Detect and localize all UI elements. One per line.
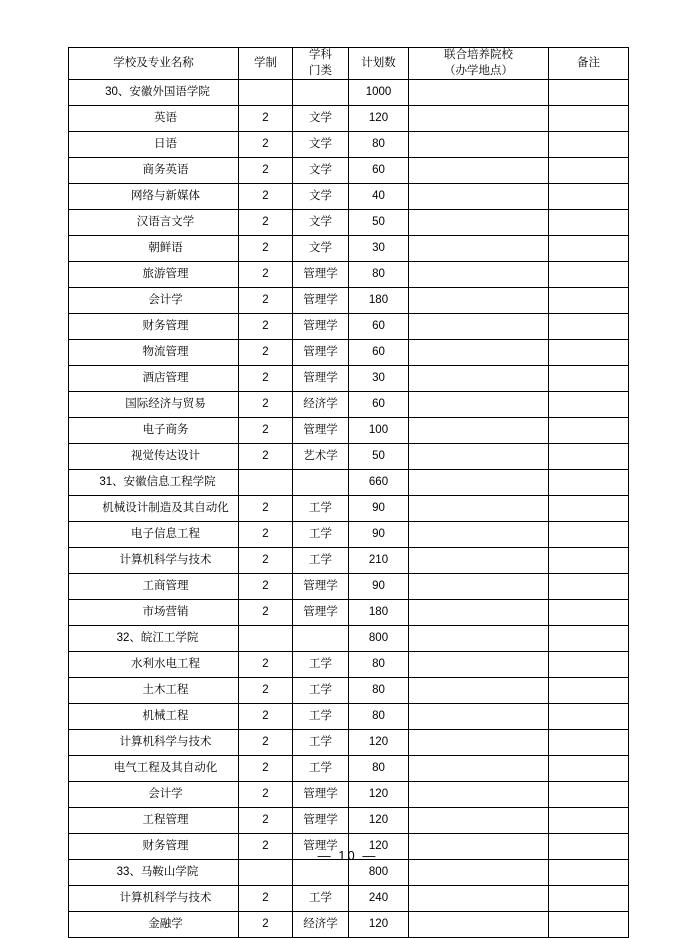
joint-school-cell xyxy=(409,262,549,288)
joint-school-cell xyxy=(409,782,549,808)
header-joint-school xyxy=(409,48,549,80)
major-name-cell: 金融学 xyxy=(69,912,239,938)
category-cell: 文学 xyxy=(293,132,349,158)
major-name-cell: 电子信息工程 xyxy=(69,522,239,548)
header-category-line1: 学科 xyxy=(309,49,332,61)
note-cell xyxy=(549,522,629,548)
major-name-cell: 视觉传达设计 xyxy=(69,444,239,470)
category-cell: 管理学 xyxy=(293,262,349,288)
page-number: — 10 — xyxy=(317,848,378,863)
table-row xyxy=(69,756,629,782)
major-name-cell: 英语 xyxy=(69,106,239,132)
plan-count-cell: 80 xyxy=(349,678,409,704)
enrollment-table-container xyxy=(68,47,628,938)
category-cell: 工学 xyxy=(293,522,349,548)
system-cell: 2 xyxy=(239,392,293,418)
major-name-cell: 财务管理 xyxy=(69,314,239,340)
joint-school-cell xyxy=(409,548,549,574)
table-header-row xyxy=(69,48,629,80)
joint-school-cell xyxy=(409,808,549,834)
header-joint-line1: 联合培养院校 xyxy=(444,49,513,61)
plan-count-cell: 90 xyxy=(349,496,409,522)
major-name-cell: 机械工程 xyxy=(69,704,239,730)
category-cell xyxy=(293,80,349,106)
joint-school-cell xyxy=(409,470,549,496)
note-cell xyxy=(549,548,629,574)
system-cell xyxy=(239,80,293,106)
plan-count-cell: 90 xyxy=(349,522,409,548)
system-cell: 2 xyxy=(239,834,293,860)
note-cell xyxy=(549,210,629,236)
plan-count-cell: 800 xyxy=(349,860,409,886)
school-name-cell: 30、安徽外国语学院 xyxy=(69,80,239,106)
joint-school-cell xyxy=(409,522,549,548)
system-cell: 2 xyxy=(239,522,293,548)
plan-count-cell: 30 xyxy=(349,236,409,262)
joint-school-cell xyxy=(409,132,549,158)
category-cell: 工学 xyxy=(293,678,349,704)
header-category-line2: 门类 xyxy=(309,64,332,77)
note-cell xyxy=(549,132,629,158)
major-name-cell: 水利水电工程 xyxy=(69,652,239,678)
table-row xyxy=(69,418,629,444)
major-name-cell: 电子商务 xyxy=(69,418,239,444)
category-cell xyxy=(293,470,349,496)
system-cell: 2 xyxy=(239,288,293,314)
category-cell: 文学 xyxy=(293,210,349,236)
plan-count-cell: 50 xyxy=(349,210,409,236)
note-cell xyxy=(549,80,629,106)
joint-school-cell xyxy=(409,704,549,730)
major-name-cell: 朝鲜语 xyxy=(69,236,239,262)
category-cell: 管理学 xyxy=(293,782,349,808)
plan-count-cell: 60 xyxy=(349,158,409,184)
system-cell: 2 xyxy=(239,418,293,444)
system-cell: 2 xyxy=(239,574,293,600)
category-cell: 工学 xyxy=(293,496,349,522)
table-row xyxy=(69,574,629,600)
major-name-cell: 机械设计制造及其自动化 xyxy=(69,496,239,522)
system-cell: 2 xyxy=(239,314,293,340)
category-cell: 管理学 xyxy=(293,288,349,314)
major-name-cell: 网络与新媒体 xyxy=(69,184,239,210)
category-cell: 文学 xyxy=(293,236,349,262)
plan-count-cell: 240 xyxy=(349,886,409,912)
system-cell: 2 xyxy=(239,132,293,158)
category-cell: 管理学 xyxy=(293,600,349,626)
major-name-cell: 工商管理 xyxy=(69,574,239,600)
plan-count-cell: 80 xyxy=(349,132,409,158)
note-cell xyxy=(549,678,629,704)
plan-count-cell: 30 xyxy=(349,366,409,392)
major-name-cell: 旅游管理 xyxy=(69,262,239,288)
major-name-cell: 计算机科学与技术 xyxy=(69,886,239,912)
table-body xyxy=(69,80,629,938)
major-name-cell: 财务管理 xyxy=(69,834,239,860)
note-cell xyxy=(549,600,629,626)
plan-count-cell: 80 xyxy=(349,652,409,678)
note-cell xyxy=(549,496,629,522)
system-cell: 2 xyxy=(239,678,293,704)
system-cell xyxy=(239,860,293,886)
joint-school-cell xyxy=(409,626,549,652)
system-cell: 2 xyxy=(239,782,293,808)
note-cell xyxy=(549,366,629,392)
system-cell: 2 xyxy=(239,158,293,184)
joint-school-cell xyxy=(409,392,549,418)
joint-school-cell xyxy=(409,236,549,262)
category-cell: 工学 xyxy=(293,756,349,782)
table-row xyxy=(69,340,629,366)
plan-count-cell: 800 xyxy=(349,626,409,652)
table-row xyxy=(69,314,629,340)
header-system: 学制 xyxy=(239,48,293,80)
major-name-cell: 土木工程 xyxy=(69,678,239,704)
note-cell xyxy=(549,184,629,210)
category-cell: 文学 xyxy=(293,184,349,210)
major-name-cell: 电气工程及其自动化 xyxy=(69,756,239,782)
plan-count-cell: 80 xyxy=(349,756,409,782)
system-cell: 2 xyxy=(239,444,293,470)
joint-school-cell xyxy=(409,340,549,366)
major-name-cell: 酒店管理 xyxy=(69,366,239,392)
category-cell: 管理学 xyxy=(293,834,349,860)
category-cell: 经济学 xyxy=(293,392,349,418)
table-row xyxy=(69,288,629,314)
system-cell: 2 xyxy=(239,548,293,574)
category-cell xyxy=(293,860,349,886)
system-cell: 2 xyxy=(239,704,293,730)
joint-school-cell xyxy=(409,678,549,704)
category-cell: 管理学 xyxy=(293,366,349,392)
system-cell: 2 xyxy=(239,756,293,782)
joint-school-cell xyxy=(409,860,549,886)
major-name-cell: 商务英语 xyxy=(69,158,239,184)
table-row xyxy=(69,860,629,886)
plan-count-cell: 120 xyxy=(349,730,409,756)
table-row xyxy=(69,80,629,106)
header-category xyxy=(293,48,349,80)
note-cell xyxy=(549,860,629,886)
note-cell xyxy=(549,756,629,782)
note-cell xyxy=(549,652,629,678)
table-row xyxy=(69,262,629,288)
joint-school-cell xyxy=(409,366,549,392)
joint-school-cell xyxy=(409,314,549,340)
joint-school-cell xyxy=(409,600,549,626)
category-cell: 工学 xyxy=(293,730,349,756)
system-cell: 2 xyxy=(239,184,293,210)
system-cell xyxy=(239,626,293,652)
joint-school-cell xyxy=(409,912,549,938)
major-name-cell: 会计学 xyxy=(69,782,239,808)
note-cell xyxy=(549,444,629,470)
note-cell xyxy=(549,158,629,184)
plan-count-cell: 660 xyxy=(349,470,409,496)
note-cell xyxy=(549,886,629,912)
table-header xyxy=(69,48,629,80)
category-cell: 工学 xyxy=(293,652,349,678)
plan-count-cell: 80 xyxy=(349,704,409,730)
joint-school-cell xyxy=(409,444,549,470)
page-footer xyxy=(0,848,695,863)
table-row xyxy=(69,106,629,132)
system-cell: 2 xyxy=(239,730,293,756)
joint-school-cell xyxy=(409,756,549,782)
category-cell: 管理学 xyxy=(293,808,349,834)
plan-count-cell: 90 xyxy=(349,574,409,600)
system-cell: 2 xyxy=(239,496,293,522)
category-cell: 管理学 xyxy=(293,314,349,340)
note-cell xyxy=(549,730,629,756)
table-row xyxy=(69,886,629,912)
system-cell: 2 xyxy=(239,262,293,288)
plan-count-cell: 80 xyxy=(349,262,409,288)
system-cell: 2 xyxy=(239,912,293,938)
note-cell xyxy=(549,314,629,340)
category-cell: 工学 xyxy=(293,704,349,730)
note-cell xyxy=(549,288,629,314)
table-row xyxy=(69,444,629,470)
table-row xyxy=(69,210,629,236)
note-cell xyxy=(549,574,629,600)
system-cell xyxy=(239,470,293,496)
major-name-cell: 工程管理 xyxy=(69,808,239,834)
category-cell: 艺术学 xyxy=(293,444,349,470)
table-row xyxy=(69,808,629,834)
school-name-cell: 33、马鞍山学院 xyxy=(69,860,239,886)
plan-count-cell: 40 xyxy=(349,184,409,210)
note-cell xyxy=(549,236,629,262)
plan-count-cell: 60 xyxy=(349,314,409,340)
table-row xyxy=(69,548,629,574)
plan-count-cell: 60 xyxy=(349,340,409,366)
plan-count-cell: 120 xyxy=(349,912,409,938)
joint-school-cell xyxy=(409,158,549,184)
category-cell: 文学 xyxy=(293,106,349,132)
note-cell xyxy=(549,912,629,938)
joint-school-cell xyxy=(409,106,549,132)
joint-school-cell xyxy=(409,210,549,236)
system-cell: 2 xyxy=(239,236,293,262)
table-row xyxy=(69,704,629,730)
plan-count-cell: 50 xyxy=(349,444,409,470)
major-name-cell: 国际经济与贸易 xyxy=(69,392,239,418)
header-school-major: 学校及专业名称 xyxy=(69,48,239,80)
table-row xyxy=(69,678,629,704)
note-cell xyxy=(549,782,629,808)
system-cell: 2 xyxy=(239,366,293,392)
header-note: 备注 xyxy=(549,48,629,80)
major-name-cell: 市场营销 xyxy=(69,600,239,626)
plan-count-cell: 180 xyxy=(349,288,409,314)
joint-school-cell xyxy=(409,288,549,314)
plan-count-cell: 180 xyxy=(349,600,409,626)
system-cell: 2 xyxy=(239,210,293,236)
table-row xyxy=(69,392,629,418)
note-cell xyxy=(549,262,629,288)
major-name-cell: 日语 xyxy=(69,132,239,158)
category-cell: 管理学 xyxy=(293,340,349,366)
note-cell xyxy=(549,340,629,366)
table-row xyxy=(69,158,629,184)
note-cell xyxy=(549,470,629,496)
note-cell xyxy=(549,626,629,652)
table-row xyxy=(69,470,629,496)
category-cell: 文学 xyxy=(293,158,349,184)
note-cell xyxy=(549,392,629,418)
table-row xyxy=(69,652,629,678)
joint-school-cell xyxy=(409,184,549,210)
plan-count-cell: 1000 xyxy=(349,80,409,106)
system-cell: 2 xyxy=(239,106,293,132)
system-cell: 2 xyxy=(239,808,293,834)
table-row xyxy=(69,912,629,938)
category-cell: 工学 xyxy=(293,886,349,912)
table-row xyxy=(69,626,629,652)
header-plan-count: 计划数 xyxy=(349,48,409,80)
table-row xyxy=(69,782,629,808)
major-name-cell: 会计学 xyxy=(69,288,239,314)
category-cell: 工学 xyxy=(293,548,349,574)
note-cell xyxy=(549,808,629,834)
plan-count-cell: 120 xyxy=(349,106,409,132)
plan-count-cell: 120 xyxy=(349,808,409,834)
system-cell: 2 xyxy=(239,652,293,678)
table-row xyxy=(69,132,629,158)
category-cell: 经济学 xyxy=(293,912,349,938)
system-cell: 2 xyxy=(239,600,293,626)
plan-count-cell: 100 xyxy=(349,418,409,444)
joint-school-cell xyxy=(409,886,549,912)
category-cell: 管理学 xyxy=(293,574,349,600)
header-joint-line2: （办学地点） xyxy=(444,64,513,77)
table-row xyxy=(69,184,629,210)
plan-count-cell: 120 xyxy=(349,834,409,860)
category-cell: 管理学 xyxy=(293,418,349,444)
category-cell xyxy=(293,626,349,652)
system-cell: 2 xyxy=(239,886,293,912)
table-row xyxy=(69,236,629,262)
plan-count-cell: 210 xyxy=(349,548,409,574)
plan-count-cell: 120 xyxy=(349,782,409,808)
school-name-cell: 32、皖江工学院 xyxy=(69,626,239,652)
table-row xyxy=(69,496,629,522)
note-cell xyxy=(549,106,629,132)
joint-school-cell xyxy=(409,80,549,106)
table-row xyxy=(69,366,629,392)
enrollment-table xyxy=(68,47,629,938)
major-name-cell: 计算机科学与技术 xyxy=(69,548,239,574)
table-row xyxy=(69,600,629,626)
major-name-cell: 计算机科学与技术 xyxy=(69,730,239,756)
table-row xyxy=(69,522,629,548)
joint-school-cell xyxy=(409,652,549,678)
note-cell xyxy=(549,704,629,730)
plan-count-cell: 60 xyxy=(349,392,409,418)
table-row xyxy=(69,730,629,756)
joint-school-cell xyxy=(409,574,549,600)
major-name-cell: 汉语言文学 xyxy=(69,210,239,236)
school-name-cell: 31、安徽信息工程学院 xyxy=(69,470,239,496)
joint-school-cell xyxy=(409,730,549,756)
major-name-cell: 物流管理 xyxy=(69,340,239,366)
joint-school-cell xyxy=(409,496,549,522)
note-cell xyxy=(549,418,629,444)
joint-school-cell xyxy=(409,418,549,444)
system-cell: 2 xyxy=(239,340,293,366)
